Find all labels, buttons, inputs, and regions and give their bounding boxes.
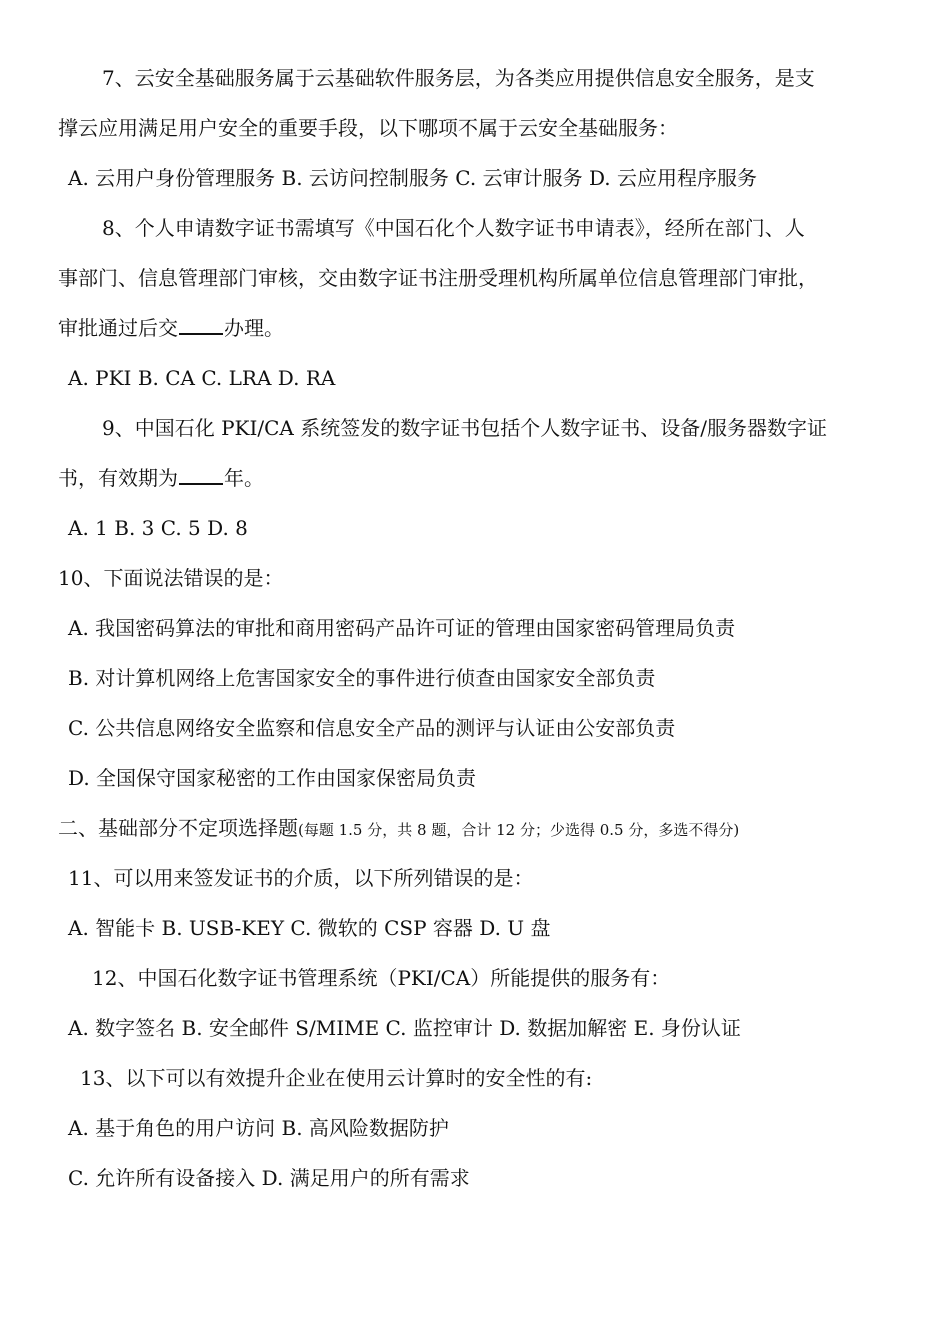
section2-note: (每题 1.5 分，共 8 题，合计 12 分；少选得 0.5 分，多选不得分) xyxy=(298,821,740,839)
q10-option-d: D. 全国保守国家秘密的工作由国家保密局负责 xyxy=(68,766,477,790)
q7-stem-line2: 撑云应用满足用户安全的重要手段，以下哪项不属于云安全基础服务： xyxy=(58,116,678,140)
q13-options-line1: A. 基于角色的用户访问 B. 高风险数据防护 xyxy=(68,1116,449,1140)
q9-options: A. 1 B. 3 C. 5 D. 8 xyxy=(68,516,248,540)
section2-title: 二、基础部分不定项选择题 xyxy=(58,816,298,840)
q7-options: A. 云用户身份管理服务 B. 云访问控制服务 C. 云审计服务 D. 云应用程序服务 xyxy=(68,166,757,190)
q13-options-line2: C. 允许所有设备接入 D. 满足用户的所有需求 xyxy=(68,1166,470,1190)
q10-option-b: B. 对计算机网络上危害国家安全的事件进行侦查由国家安全部负责 xyxy=(68,666,656,690)
q9-stem-line2 xyxy=(58,464,264,492)
q8-stem-line3 xyxy=(58,314,284,342)
q10-option-c: C. 公共信息网络安全监察和信息安全产品的测评与认证由公安部负责 xyxy=(68,716,676,740)
q8-line3-before: 审批通过后交 xyxy=(58,316,178,340)
q11-stem: 11、可以用来签发证书的介质，以下所列错误的是： xyxy=(68,866,534,890)
q10-stem: 10、下面说法错误的是： xyxy=(58,566,284,590)
q10-option-a: A. 我国密码算法的审批和商用密码产品许可证的管理由国家密码管理局负责 xyxy=(68,616,736,640)
q8-line3-after: 办理。 xyxy=(224,316,284,340)
q8-stem-line1: 8、个人申请数字证书需填写《中国石化个人数字证书申请表》，经所在部门、人 xyxy=(102,216,805,240)
q12-stem: 12、中国石化数字证书管理系统（PKI/CA）所能提供的服务有： xyxy=(92,966,671,990)
q9-stem-line1: 9、中国石化 PKI/CA 系统签发的数字证书包括个人数字证书、设备/服务器数字证 xyxy=(102,416,827,440)
q11-options: A. 智能卡 B. USB-KEY C. 微软的 CSP 容器 D. U 盘 xyxy=(68,916,551,940)
q8-stem-line2: 事部门、信息管理部门审核，交由数字证书注册受理机构所属单位信息管理部门审批， xyxy=(58,266,818,290)
q9-line2-before: 书，有效期为 xyxy=(58,466,178,490)
section2-heading xyxy=(58,814,739,844)
q13-stem: 13、以下可以有效提升企业在使用云计算时的安全性的有: xyxy=(80,1066,593,1090)
q7-stem-line1: 7、云安全基础服务属于云基础软件服务层，为各类应用提供信息安全服务，是支 xyxy=(102,66,815,90)
answer-blank xyxy=(179,315,223,335)
answer-blank xyxy=(179,465,223,485)
q9-line2-after: 年。 xyxy=(224,466,264,490)
q12-options: A. 数字签名 B. 安全邮件 S/MIME C. 监控审计 D. 数据加解密 E. 身份认证 xyxy=(68,1016,741,1040)
q8-options: A. PKI B. CA C. LRA D. RA xyxy=(68,366,336,390)
